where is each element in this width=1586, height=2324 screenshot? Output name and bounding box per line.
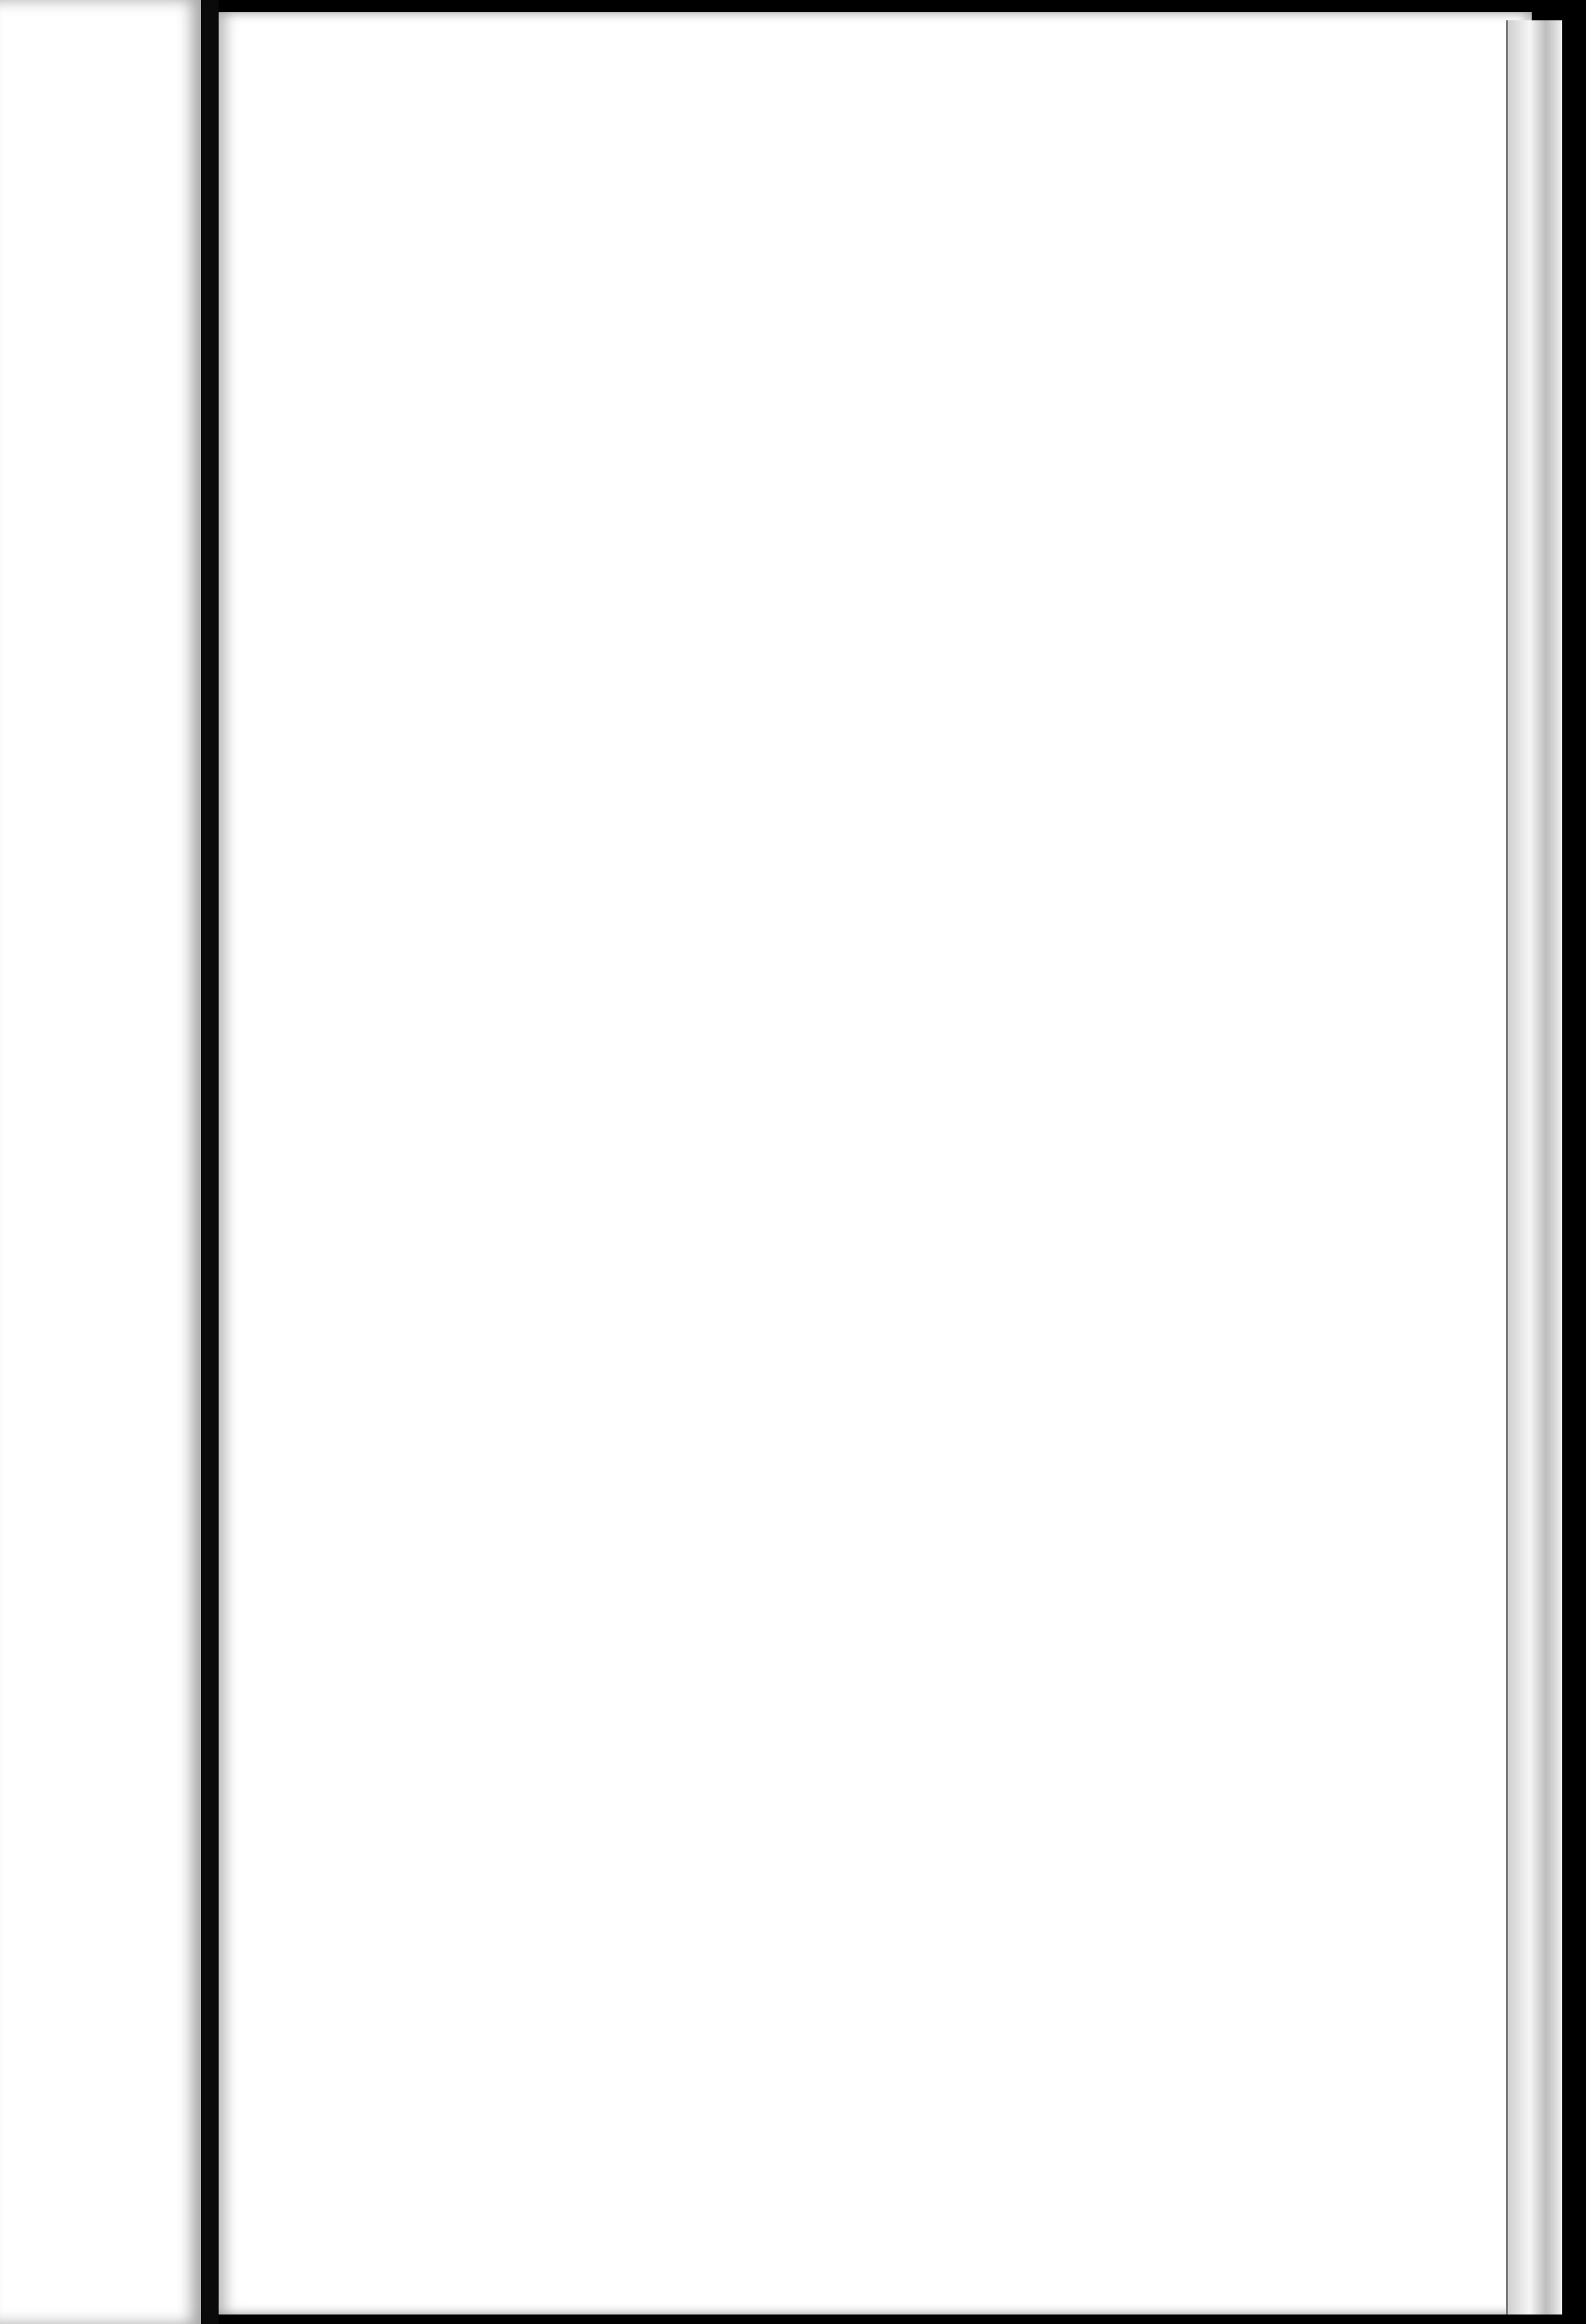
book-page	[219, 12, 1532, 2314]
book-gutter	[201, 0, 219, 2324]
facing-page-left	[0, 0, 204, 2324]
page-edge	[1506, 20, 1562, 2314]
